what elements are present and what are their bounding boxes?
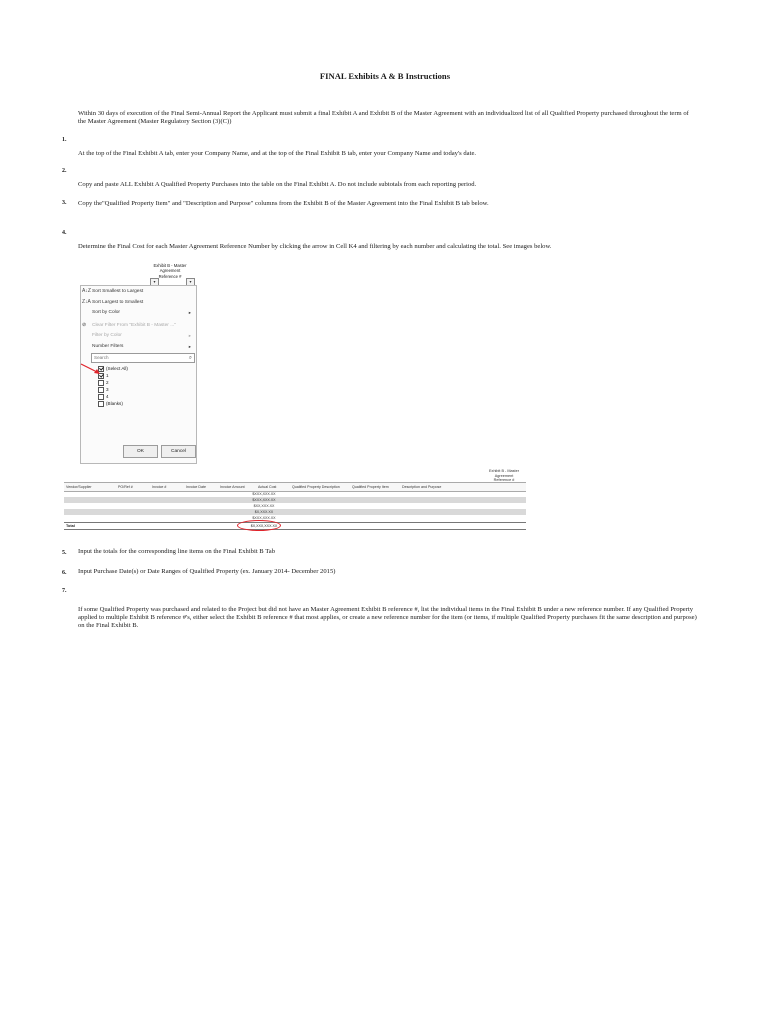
reference-header-line-3: Reference # (493, 478, 515, 483)
menu-filter-color-label: Filter by Color (92, 333, 122, 338)
checkbox-icon[interactable] (98, 401, 104, 407)
worksheet-table-image (64, 469, 526, 541)
table-header-cell: Actual Cost (258, 485, 277, 489)
checkbox-icon[interactable] (98, 380, 104, 386)
step-4-text: Determine the Final Cost for each Master Agreement Reference Number by clicking the arrow in Cell K4 and filtering by each number and calculating the total. See images below. (78, 243, 552, 250)
checkbox-icon[interactable] (98, 394, 104, 400)
sort-desc-icon: Z↓A (82, 299, 91, 305)
menu-clear-filter (81, 321, 196, 330)
annotation-arrow-icon (80, 362, 102, 376)
reference-header-line-2: Agreement (494, 473, 514, 478)
menu-sort-color-label: Sort by Color (92, 310, 120, 315)
filter-list-item[interactable] (98, 379, 109, 386)
filter-list-item[interactable] (98, 365, 128, 372)
filter-column-header (140, 263, 200, 279)
search-icon: ⌕ (188, 355, 192, 361)
filter-list-label: (Blanks) (106, 401, 123, 406)
total-value: $X,XXX,XXX.XX (250, 524, 278, 528)
filter-active-arrow-icon[interactable]: ▾ (186, 278, 195, 286)
total-highlight-circle (237, 520, 281, 531)
table-header-cell: Vendor/Supplier (66, 485, 92, 489)
step-4-number: 4. (62, 230, 67, 236)
menu-sort-color[interactable] (81, 308, 196, 317)
total-label: Total (66, 524, 75, 528)
table-header-cell: Qualified Property Description (292, 485, 340, 489)
clear-filter-icon: ⊘ (82, 322, 87, 328)
table-header-cell: Invoice Date (186, 485, 206, 489)
menu-number-filters[interactable] (81, 342, 196, 351)
table-header-cell: Invoice Amount (220, 485, 245, 489)
table-cell-value: $X,XXX.XX (254, 510, 274, 514)
step-7-number: 7. (62, 588, 67, 594)
table-header-cell: Invoice # (152, 485, 167, 489)
step-2-text: Copy and paste ALL Exhibit A Qualified Property Purchases into the table on the Final Exhibit A. Do not include subtotals from each reporting period. (78, 181, 477, 188)
submenu-arrow-icon: ▸ (188, 344, 191, 349)
submenu-arrow-icon: ▸ (188, 333, 191, 338)
step-3-number: 3. (62, 200, 67, 206)
step-5-text: Input the totals for the corresponding line items on the Final Exhibit B Tab (78, 548, 276, 555)
filter-header-line-2: Agreement (159, 268, 181, 274)
reference-column-header (482, 469, 526, 483)
menu-clear-filter-label: Clear Filter From "Exhibit B - Master ..." (92, 323, 176, 328)
filter-dropdown-arrow-icon[interactable]: ▾ (150, 278, 159, 286)
menu-sort-asc[interactable] (81, 287, 196, 296)
submenu-arrow-icon: ▸ (188, 310, 191, 315)
menu-sort-desc[interactable] (81, 298, 196, 307)
page-title: FINAL Exhibits A & B Instructions (319, 71, 451, 81)
step-7-text: If some Qualified Property was purchased and related to the Project but did not have an Master Agreement Exhibit B reference #, list the individual items in the Final Exhibit B under a new reference number. If any Qualified Property applied to multiple Exhibit B reference #'s, either select the Exhibit B reference # that most applies, or create a new reference number for the item (or items, if multiple Qualified Property purchases fit the same description and purpose) on the Final Exhibit B. (78, 606, 697, 630)
menu-filter-color (81, 331, 196, 340)
step-6-number: 6. (62, 570, 67, 576)
filter-header-line-1: Exhibit B - Master (153, 263, 187, 268)
step-2-number: 2. (62, 168, 67, 174)
step-6-text: Input Purchase Date(s) or Date Ranges of Qualified Property (ex. January 2014- December 2015) (78, 568, 336, 575)
table-cell-value: $XXX,XXX.XX (252, 516, 276, 520)
filter-cancel-button[interactable]: Cancel (161, 445, 196, 458)
sort-asc-icon: A↓Z (82, 288, 91, 294)
filter-list-label: 1 (106, 373, 109, 378)
filter-list-label: (Select All) (106, 366, 128, 371)
table-row (64, 515, 526, 521)
filter-search-input[interactable] (91, 353, 195, 363)
table-cell-value: $XX,XXX.XX (253, 504, 275, 508)
filter-list-label: 4 (106, 394, 109, 399)
filter-list-label: 3 (106, 387, 109, 392)
filter-list-item[interactable] (98, 400, 123, 407)
table-header-cell: PO/Ref # (118, 485, 133, 489)
menu-number-filters-label: Number Filters (92, 344, 124, 349)
menu-sort-desc-label: Sort Largest to Smallest (92, 300, 144, 305)
search-placeholder: Search (94, 355, 109, 360)
table-header-cell: Qualified Property Item (352, 485, 389, 489)
step-3-text: Copy the"Qualified Property Item" and "Description and Purpose" columns from the Exhibit B of the Master Agreement into the Final Exhibit B tab below. (78, 200, 489, 207)
step-1-text: At the top of the Final Exhibit A tab, enter your Company Name, and at the top of the Final Exhibit B tab, enter your Company Name and today's date. (78, 150, 477, 157)
step-1-number: 1. (62, 137, 67, 143)
reference-header-line-1: Exhibit B - Master (489, 469, 519, 473)
filter-ok-button[interactable]: OK (123, 445, 158, 458)
filter-list-label: 2 (106, 380, 109, 385)
filter-list-item[interactable] (98, 386, 109, 393)
filter-list-item[interactable] (98, 393, 109, 400)
table-cell-value: $XXX,XXX.XX (252, 492, 276, 496)
menu-sort-asc-label: Sort Smallest to Largest (92, 289, 144, 294)
table-total-row (64, 522, 526, 530)
intro-paragraph: Within 30 days of execution of the Final Semi-Annual Report the Applicant must submit a final Exhibit A and Exhibit B of the Master Agreement with an individualized list of all Qualified Property purchased throughout the term of the Master Agreement (Master Regulatory Section (3)(C)) (78, 110, 689, 126)
filter-header-line-3: Reference # (158, 273, 182, 279)
table-header-cell: Description and Purpose (402, 485, 442, 489)
table-cell-value: $XXX,XXX.XX (252, 498, 276, 502)
step-5-number: 5. (62, 550, 67, 556)
checkbox-icon[interactable] (98, 387, 104, 393)
